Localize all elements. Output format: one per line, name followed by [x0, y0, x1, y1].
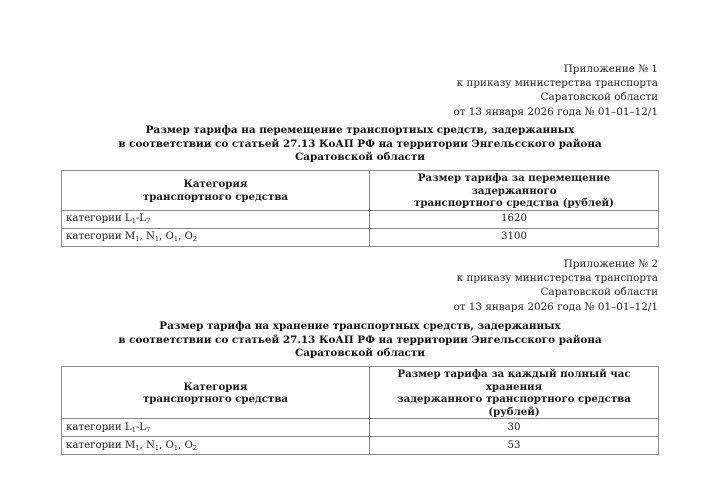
appendix-order-ref: к приказу министерства транспорта [456, 77, 658, 90]
category-code: L [121, 213, 132, 224]
category-subscript: 1 [173, 443, 179, 452]
appendix-date: от 13 января 2026 года № 01–01–12/1 [453, 105, 658, 118]
category-code: , O [159, 439, 174, 451]
table-2-title [60, 320, 660, 361]
category-prefix: категории [66, 439, 122, 451]
category-subscript: 7 [146, 425, 151, 434]
category-code: -L [135, 421, 147, 433]
category-code: M [121, 439, 136, 451]
category-code: , N [139, 439, 155, 451]
header-tariff [370, 367, 659, 419]
category-code: , O [159, 231, 174, 242]
category-subscript: 1 [131, 217, 136, 225]
category-code: , O [178, 231, 193, 242]
category-cell [62, 437, 370, 455]
table-row [62, 419, 659, 437]
tariff-value: 30 [370, 419, 659, 437]
title-line: Размер тарифа на перемещение транспортных средств, задержанных [145, 124, 575, 136]
appendix-date: от 13 января 2026 года № 01–01–12/1 [453, 300, 658, 313]
header-category [62, 171, 370, 211]
header-text: транспортного средства [142, 190, 288, 203]
category-code: M [121, 231, 136, 242]
category-subscript: 1 [154, 443, 160, 452]
category-code: , O [178, 439, 193, 451]
tariff-value: 3100 [370, 228, 659, 246]
title-line: в соответствии со статьей 27.13 КоАП РФ на территории Энгельсского района [118, 333, 602, 346]
category-prefix: категории [66, 213, 122, 224]
category-prefix: категории [66, 421, 122, 433]
category-subscript: 1 [154, 235, 160, 243]
header-text: Категория [183, 178, 248, 191]
category-prefix: категории [66, 231, 122, 242]
title-line: в соответствии со статьей 27.13 КоАП РФ на территории Энгельсского района [118, 137, 602, 150]
header-text: Размер тарифа за перемещение задержанного [417, 172, 611, 197]
tariff-value: 53 [370, 437, 659, 455]
category-code: L [121, 421, 132, 433]
category-cell [62, 419, 370, 437]
header-text: Размер тарифа за каждый полный час хранения [397, 368, 631, 393]
header-text: Категория [183, 380, 248, 393]
category-cell [62, 228, 370, 246]
header-text: задержанного транспортного средства (рублей) [397, 393, 631, 418]
category-subscript: 7 [146, 217, 151, 225]
title-line: Размер тарифа на хранение транспортных средств, задержанных [159, 320, 561, 332]
appendix-1-header [453, 62, 658, 119]
category-subscript: 2 [192, 235, 198, 243]
header-category [62, 367, 370, 419]
category-cell [62, 210, 370, 228]
appendix-region: Саратовской области [540, 286, 658, 299]
category-subscript: 2 [192, 443, 198, 452]
header-text: транспортного средства (рублей) [414, 197, 614, 209]
category-subscript: 1 [135, 235, 140, 243]
category-code: -L [135, 213, 147, 224]
category-subscript: 1 [131, 425, 136, 434]
tariff-table-relocation [61, 170, 659, 247]
category-subscript: 1 [173, 235, 179, 243]
table-1-title [60, 124, 660, 165]
table-header-row [62, 171, 659, 211]
appendix-order-ref: к приказу министерства транспорта [456, 272, 658, 285]
category-subscript: 1 [135, 443, 140, 452]
title-line: Саратовской области [294, 151, 426, 164]
appendix-2-header [453, 257, 658, 314]
header-text: транспортного средства [142, 393, 288, 405]
table-row [62, 437, 659, 455]
table-row [62, 228, 659, 246]
header-tariff [370, 171, 659, 211]
title-line: Саратовской области [294, 347, 426, 360]
appendix-number: Приложение № 2 [563, 258, 658, 270]
category-code: , N [139, 231, 155, 242]
table-row [62, 210, 659, 228]
table-header-row [62, 367, 659, 419]
appendix-region: Саратовской области [540, 91, 658, 104]
tariff-value: 1620 [370, 210, 659, 228]
tariff-table-storage [61, 366, 659, 455]
appendix-number: Приложение № 1 [563, 63, 658, 75]
